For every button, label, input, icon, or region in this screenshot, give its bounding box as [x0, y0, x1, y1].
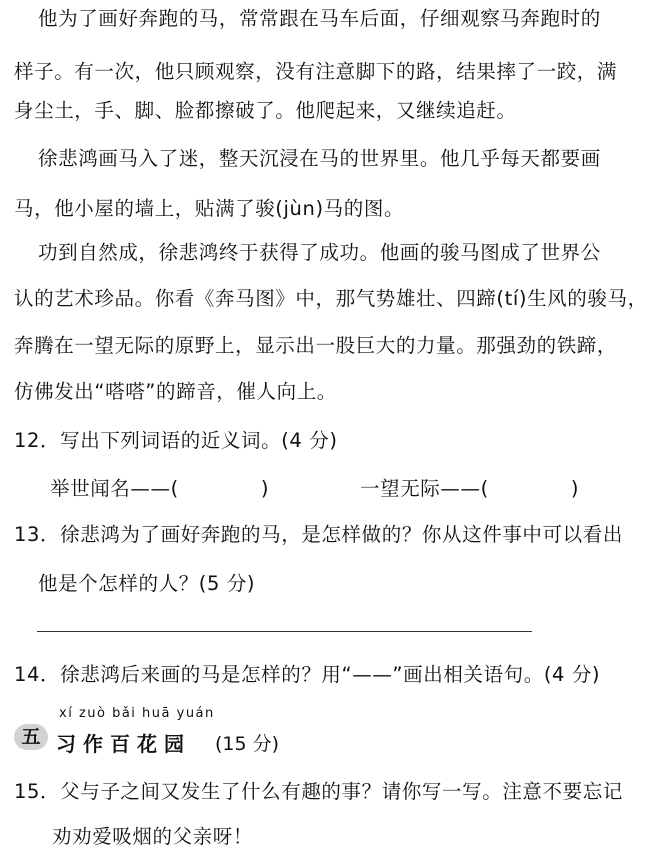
question-15-prompt-line-2: 劝劝爱吸烟的父亲呀！ — [52, 825, 254, 848]
passage-line: 样子。有一次，他只顾观察，没有注意脚下的路，结果摔了一跤，满 — [14, 60, 618, 83]
passage-line: 马，他小屋的墙上，贴满了骏(jùn)马的图。 — [14, 197, 405, 220]
question-12-item-1 — [50, 479, 269, 499]
passage-line: 认的艺术珍品。你看《奔马图》中，那气势雄壮、四蹄(tí)生风的骏马， — [14, 287, 648, 310]
question-12-item-1-close: ) — [260, 477, 270, 500]
question-12-item-2 — [360, 479, 579, 499]
section-number-badge: 五 — [14, 724, 48, 750]
answer-line[interactable] — [37, 631, 532, 632]
question-14-prompt: 14．徐悲鸿后来画的马是怎样的？用“——”画出相关语句。(4 分) — [14, 663, 601, 686]
section-score: (15 分) — [215, 733, 280, 755]
passage-line: 奔腾在一望无际的原野上，显示出一股巨大的力量。那强劲的铁蹄， — [14, 334, 618, 357]
question-15-prompt-line-1: 15．父与子之间又发生了什么有趣的事？请你写一写。注意不要忘记 — [14, 780, 623, 803]
passage-line: 他为了画好奔跑的马，常常跟在马车后面，仔细观察马奔跑时的 — [38, 7, 601, 30]
passage-line: 仿佛发出“嗒嗒”的蹄音，催人向上。 — [14, 380, 337, 403]
passage-line: 功到自然成，徐悲鸿终于获得了成功。他画的骏马图成了世界公 — [38, 241, 601, 264]
section-title: 习作百花园 — [56, 732, 191, 756]
question-12-item-2-close: ) — [570, 477, 580, 500]
question-12-item-2-word: 一望无际——( — [360, 477, 489, 500]
passage-line: 徐悲鸿画马入了迷，整天沉浸在马的世界里。他几乎每天都要画 — [38, 147, 601, 170]
question-13-prompt-line-2: 他是个怎样的人？(5 分) — [38, 572, 256, 595]
question-12-item-1-word: 举世闻名——( — [50, 477, 179, 500]
section-title-pinyin: xí zuò bǎi huā yuán — [59, 706, 215, 721]
question-12-prompt: 12．写出下列词语的近义词。(4 分) — [14, 429, 338, 452]
passage-line: 身尘土，手、脚、脸都擦破了。他爬起来，又继续追赶。 — [14, 99, 517, 122]
question-13-prompt-line-1: 13．徐悲鸿为了画好奔跑的马，是怎样做的？你从这件事中可以看出 — [14, 523, 623, 546]
